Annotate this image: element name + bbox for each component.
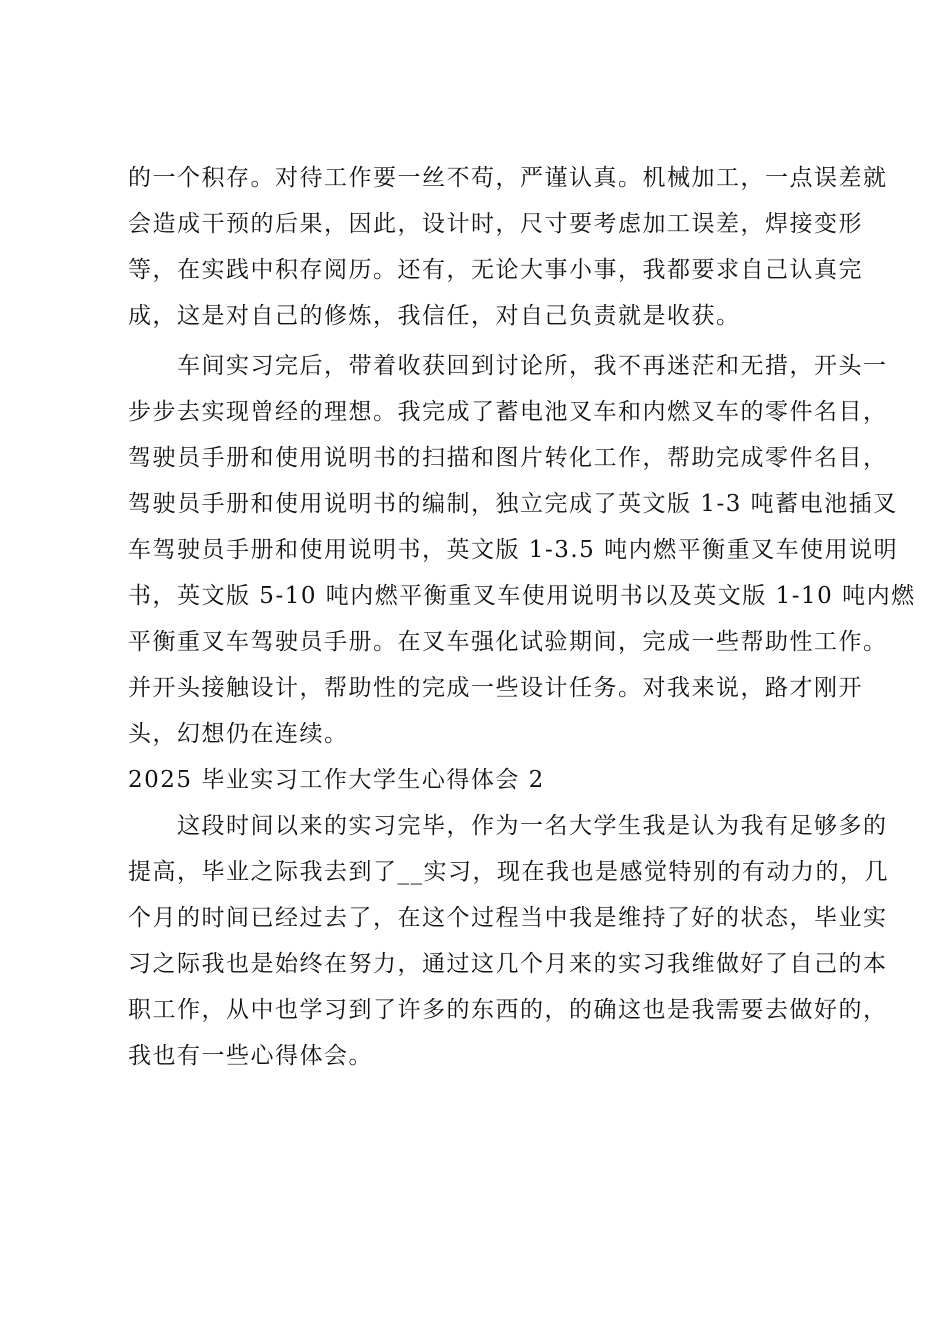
paragraph-1-line: 的一个积存。对待工作要一丝不苟，严谨认真。机械加工，一点误差就 [128,165,888,191]
paragraph-2-line: 并开头接触设计，帮助性的完成一些设计任务。对我来说，路才刚开 [128,675,863,701]
paragraph-2-line: 书，英文版 5-10 吨内燃平衡重叉车使用说明书以及英文版 1-10 吨内燃 [128,583,916,609]
paragraph-2-line: 头，幻想仍在连续。 [128,721,349,747]
paragraph-1-line: 会造成干预的后果，因此，设计时，尺寸要考虑加工误差，焊接变形 [128,211,863,237]
paragraph-2-line: 步步去实现曾经的理想。我完成了蓄电池叉车和内燃叉车的零件名目， [128,399,888,425]
section-title: 2025 毕业实习工作大学生心得体会 2 [128,767,545,793]
paragraph-2-line: 驾驶员手册和使用说明书的扫描和图片转化工作，帮助完成零件名目， [128,445,888,471]
paragraph-1-line: 等，在实践中积存阅历。还有，无论大事小事，我都要求自己认真完 [128,257,863,283]
paragraph-1-line: 成，这是对自己的修炼，我信任，对自己负责就是收获。 [128,303,741,329]
paragraph-3 [128,803,889,1079]
document-body [128,155,916,1079]
paragraph-3-line: 我也有一些心得体会。 [128,1043,373,1069]
paragraph-2 [128,343,916,757]
paragraph-3-line: 个月的时间已经过去了，在这个过程当中我是维持了好的状态，毕业实 [128,905,888,931]
paragraph-2-line: 车间实习完后，带着收获回到讨论所，我不再迷茫和无措，开头一 [128,353,888,379]
paragraph-2-line: 驾驶员手册和使用说明书的编制，独立完成了英文版 1-3 吨蓄电池插叉 [128,491,898,517]
paragraph-2-line: 平衡重叉车驾驶员手册。在叉车强化试验期间，完成一些帮助性工作。 [128,629,888,655]
paragraph-3-line: 习之际我也是始终在努力，通过这几个月来的实习我维做好了自己的本 [128,951,888,977]
paragraph-3-line: 这段时间以来的实习完毕，作为一名大学生我是认为我有足够多的 [128,813,888,839]
paragraph-1 [128,155,888,339]
paragraph-2-line: 车驾驶员手册和使用说明书，英文版 1-3.5 吨内燃平衡重叉车使用说明 [128,537,899,563]
paragraph-3-line: 提高，毕业之际我去到了__实习，现在我也是感觉特别的有动力的，几 [128,859,889,885]
paragraph-3-line: 职工作，从中也学习到了许多的东西的，的确这也是我需要去做好的， [128,997,888,1023]
